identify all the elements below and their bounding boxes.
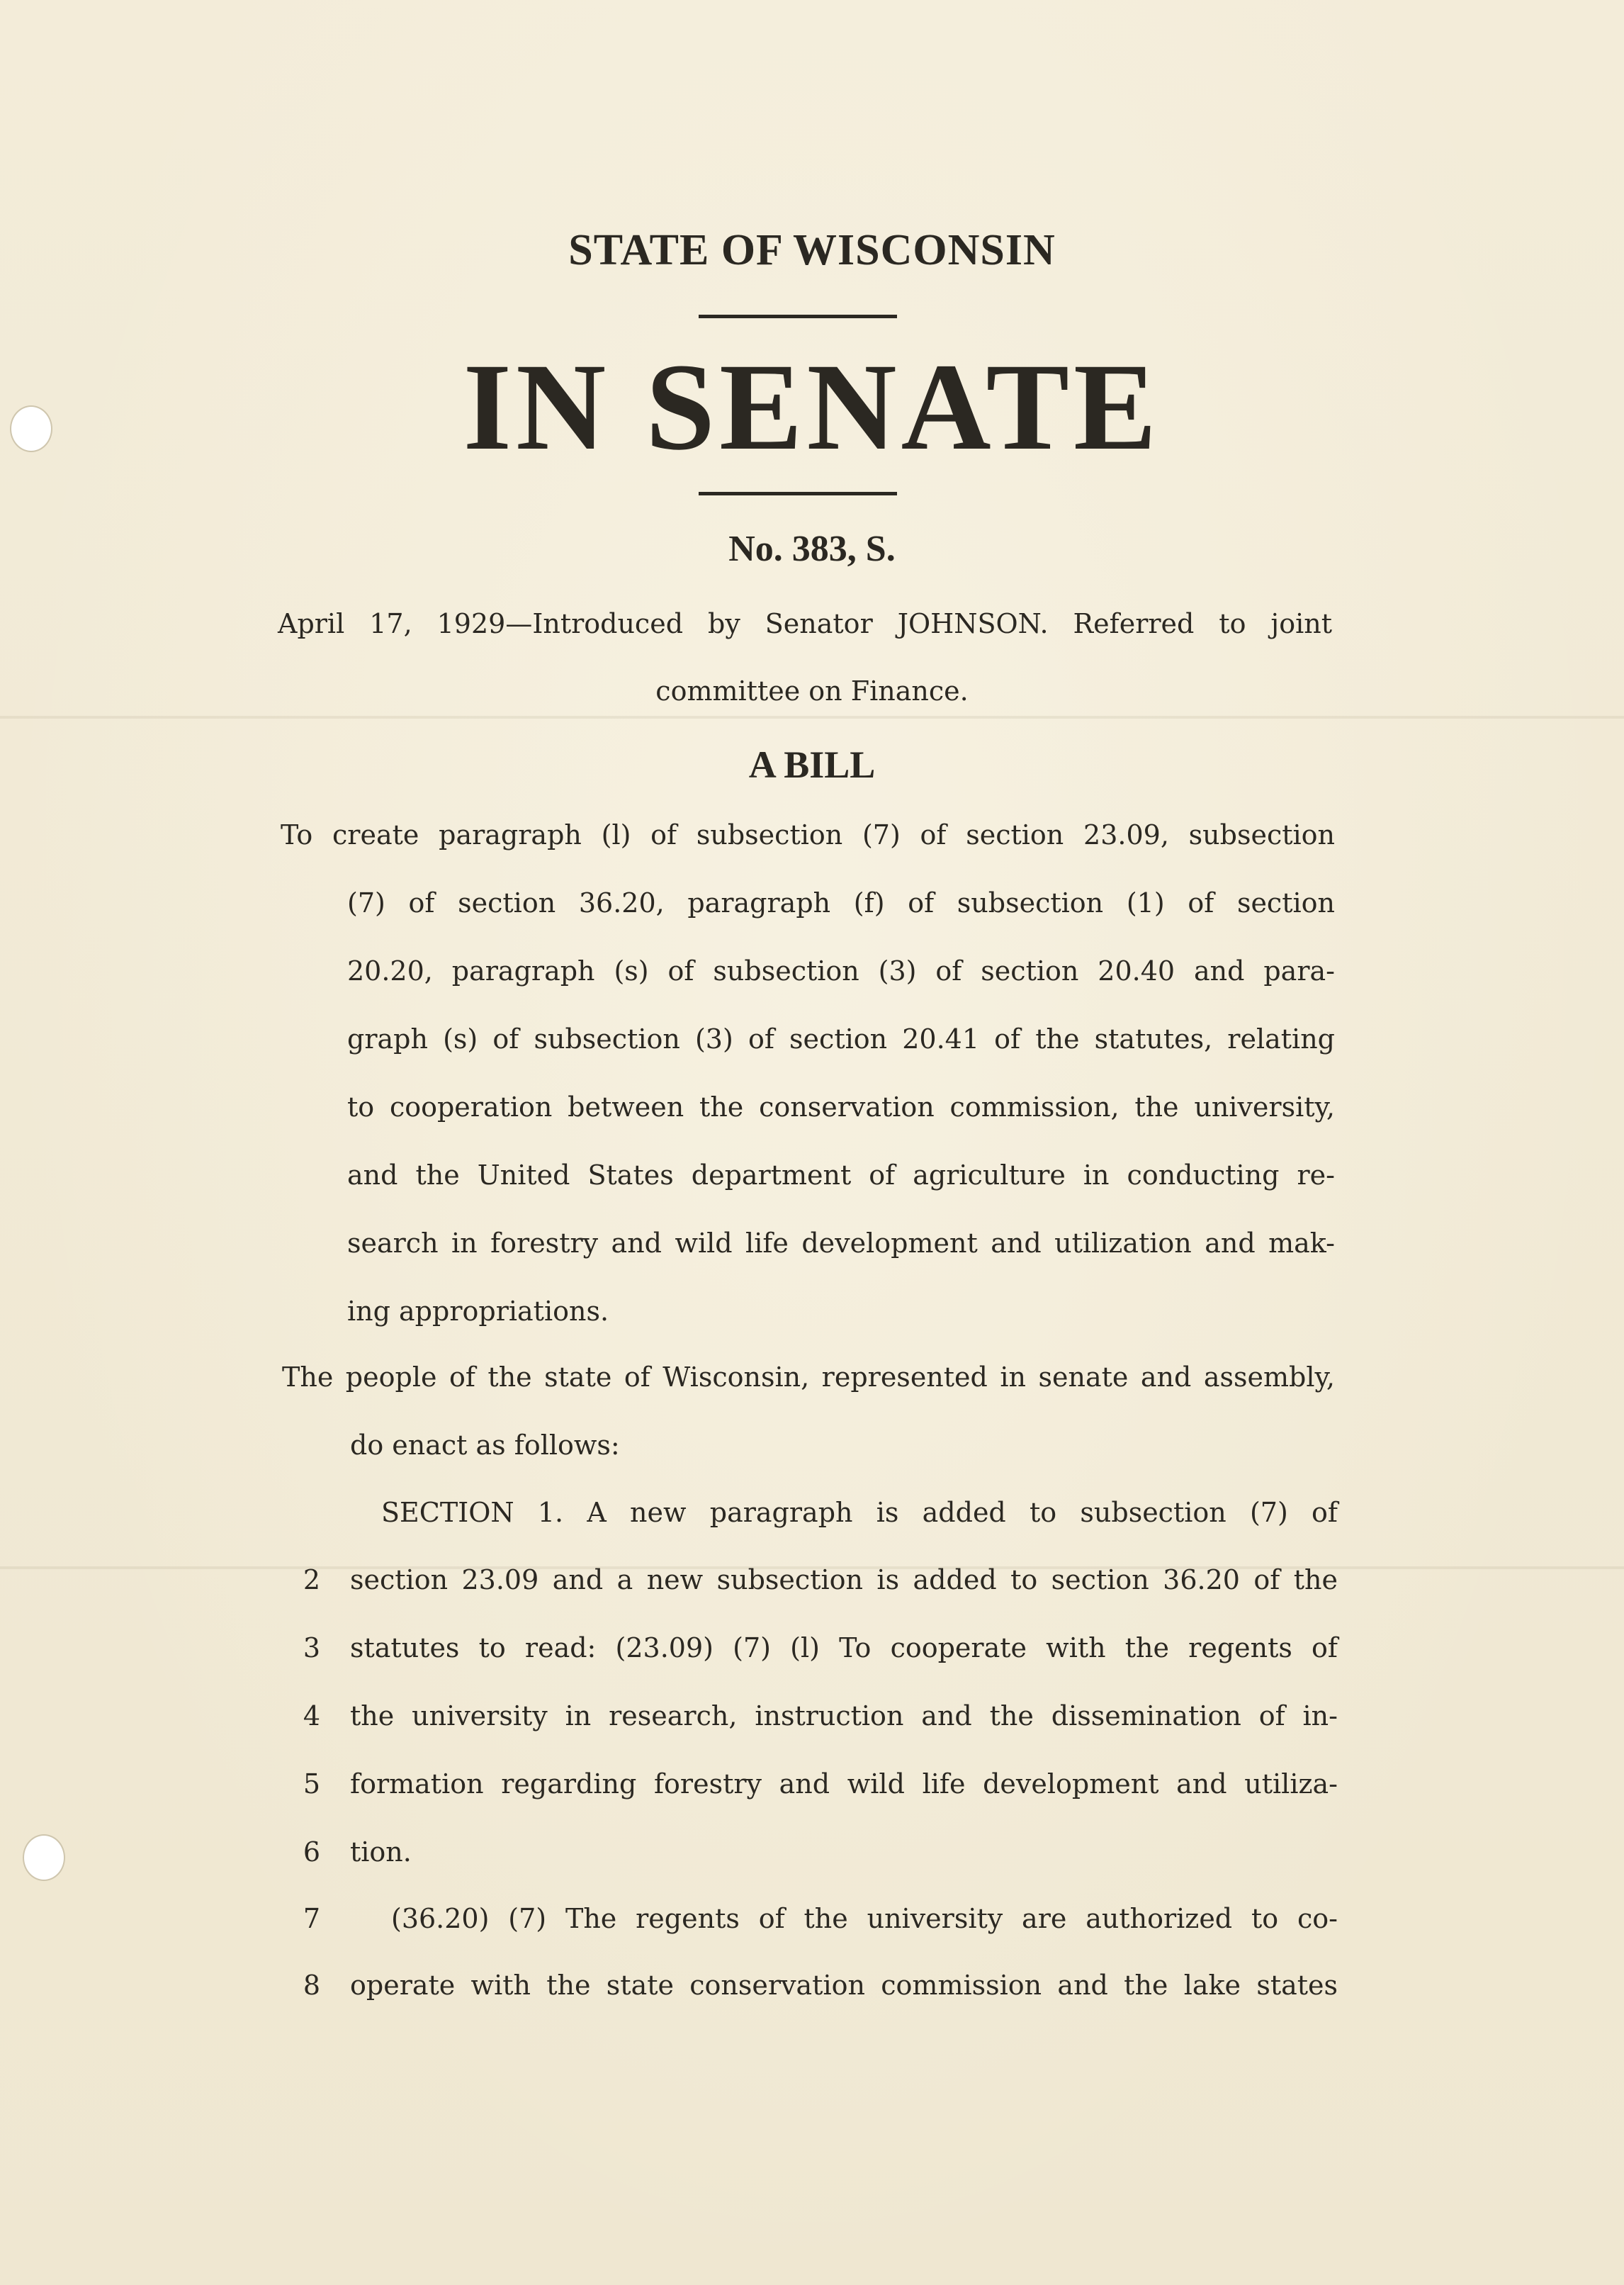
body-line: (36.20) (7) The regents of the university are authorized to co- bbox=[391, 1903, 1338, 1934]
chamber-heading: IN SENATE bbox=[463, 338, 1161, 476]
paper-fold bbox=[0, 716, 1624, 719]
line-number: 6 bbox=[303, 1836, 321, 1868]
title-line: search in forestry and wild life development and utilization and mak- bbox=[347, 1228, 1335, 1259]
state-heading: STATE OF WISCONSIN bbox=[568, 226, 1056, 274]
title-line: to cooperation between the conservation commission, the university, bbox=[347, 1091, 1335, 1123]
heading-rule-bottom bbox=[699, 492, 897, 495]
title-line: To create paragraph (l) of subsection (7) of section 23.09, subsection bbox=[281, 819, 1335, 850]
introduction-line-1: April 17, 1929—Introduced by Senator JOHNSON. Referred to joint bbox=[278, 608, 1332, 639]
body-line: statutes to read: (23.09) (7) (l) To cooperate with the regents of bbox=[350, 1632, 1338, 1663]
bill-number: No. 383, S. bbox=[728, 529, 896, 569]
introduction-line-2: committee on Finance. bbox=[655, 675, 969, 707]
body-line: formation regarding forestry and wild life development and utiliza- bbox=[350, 1768, 1338, 1800]
body-line: tion. bbox=[350, 1836, 412, 1868]
line-number: 2 bbox=[303, 1564, 321, 1595]
title-line: (7) of section 36.20, paragraph (f) of subsection (1) of section bbox=[347, 887, 1335, 919]
heading-rule-top bbox=[699, 315, 897, 318]
enacting-clause-line: The people of the state of Wisconsin, represented in senate and assembly, bbox=[282, 1362, 1335, 1393]
title-line: and the United States department of agriculture in conducting re- bbox=[347, 1160, 1335, 1191]
line-number: 3 bbox=[303, 1632, 321, 1663]
line-number: 8 bbox=[303, 1970, 321, 2001]
line-number: 4 bbox=[303, 1700, 321, 1731]
punch-hole bbox=[23, 1834, 65, 1881]
enacting-clause-line: do enact as follows: bbox=[350, 1430, 620, 1461]
body-line: operate with the state conservation commission and the lake states bbox=[350, 1970, 1338, 2001]
title-line: ing appropriations. bbox=[347, 1296, 609, 1327]
body-line: section 23.09 and a new subsection is added to section 36.20 of the bbox=[350, 1564, 1338, 1595]
title-line: graph (s) of subsection (3) of section 20.41 of the statutes, relating bbox=[347, 1023, 1335, 1055]
body-line: SECTION 1. A new paragraph is added to subsection (7) of bbox=[381, 1497, 1338, 1528]
bill-heading: A BILL bbox=[748, 743, 876, 786]
title-line: 20.20, paragraph (s) of subsection (3) of section 20.40 and para- bbox=[347, 955, 1335, 987]
line-number: 5 bbox=[303, 1768, 321, 1800]
line-number: 7 bbox=[303, 1903, 321, 1934]
body-line: the university in research, instruction and the dissemination of in- bbox=[350, 1700, 1338, 1731]
